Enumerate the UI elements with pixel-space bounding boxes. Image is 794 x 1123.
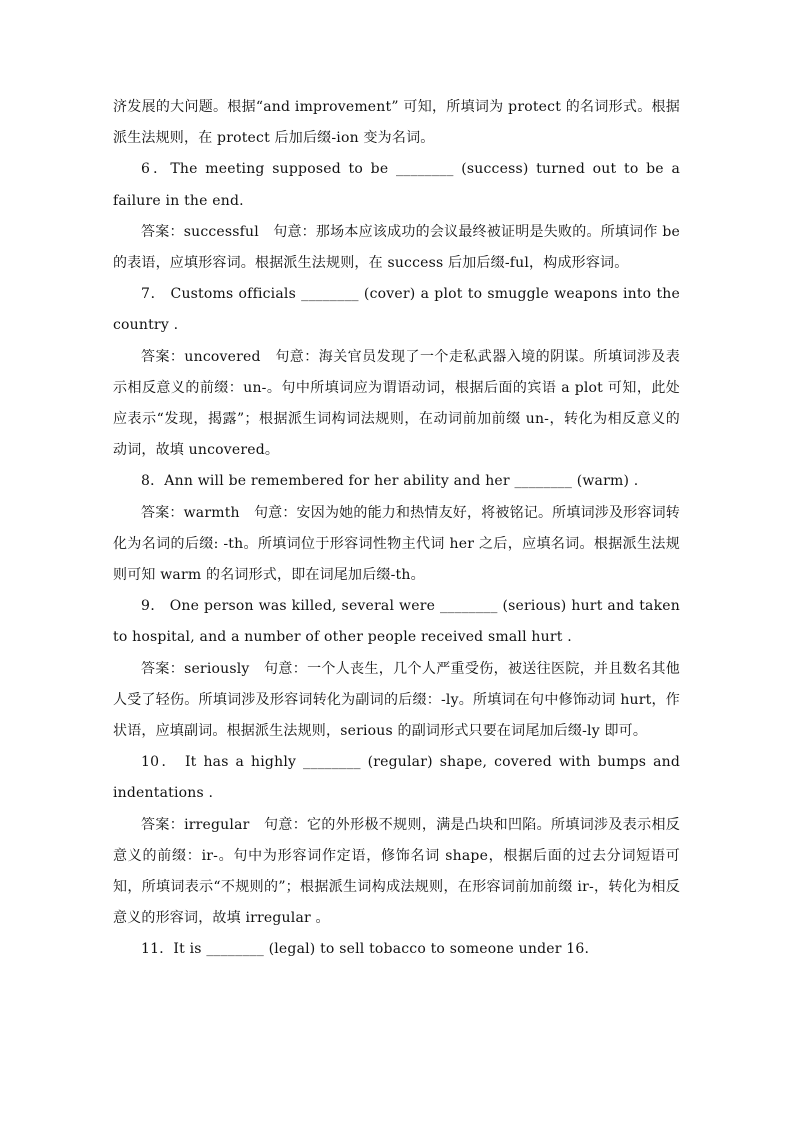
- question-11: 11．It is ________ (legal) to sell tobacco to someone under 16.: [141, 941, 590, 958]
- answer-text: irregular 句意：它的外形极不规则，满是凸块和凹陷。所填词涉及表示相反意义的前缀：ir-。句中为形容词作定语，修饰名词 shape，根据后面的过去分词短语可知，所填词表示“不规则的”；根据派生词构成法规则，在形容词前加前缀 ir-，转化为相反意义的形容词，故填 irregular 。: [113, 816, 680, 927]
- answer-6: [113, 217, 680, 279]
- answer-9: [113, 654, 680, 748]
- question-8: 8．Ann will be remembered for her ability and her ________ (warm) .: [141, 473, 639, 490]
- answer-10: [113, 810, 680, 935]
- question-6: 6．The meeting supposed to be ________ (success) turned out to be a failure in the end.: [113, 161, 680, 209]
- answer-label: 答案：: [141, 660, 185, 677]
- answer-label: 答案：: [141, 816, 185, 833]
- answer-8: [113, 498, 680, 592]
- answer-text: seriously 句意：一个人丧生，几个人严重受伤，被送往医院，并且数名其他人受了轻伤。所填词涉及形容词转化为副词的后缀：-ly。所填词在句中修饰动词 hurt，作状语，应填副词。根据派生法规则，serious 的副词形式只要在词尾加后缀-ly 即可。: [113, 660, 680, 740]
- answer-text: successful 句意：那场本应该成功的会议最终被证明是失败的。所填词作 be 的表语，应填形容词。根据派生法规则，在 success 后加后缀-ful，构成形容词。: [113, 223, 680, 272]
- answer-text: warmth 句意：安因为她的能力和热情友好，将被铭记。所填词涉及形容词转化为名词的后缀: -th。所填词位于形容词性物主代词 her 之后，应填名词。根据派生法规则可知 warm 的名词形式，即在词尾加后缀-th。: [113, 504, 680, 584]
- question-7: 7． Customs officials ________ (cover) a plot to smuggle weapons into the country .: [113, 286, 680, 334]
- answer-text: uncovered 句意：海关官员发现了一个走私武器入境的阴谋。所填词涉及表示相反意义的前缀：un-。句中所填词应为谓语动词，根据后面的宾语 a plot 可知，此处应表示“发现，揭露”；根据派生词构词法规则，在动词前加前缀 un-，转化为相反意义的动词，故填 uncovered。: [113, 348, 680, 459]
- question-9: 9． One person was killed, several were ________ (serious) hurt and taken to hospital, and a number of other people received small hurt .: [113, 598, 680, 646]
- answer-7: [113, 342, 680, 467]
- answer-label: 答案：: [141, 504, 184, 521]
- document-page: [113, 92, 680, 966]
- answer-label: 答案：: [141, 348, 185, 365]
- continuation-paragraph: 济发展的大问题。根据“and improvement” 可知，所填词为 protect 的名词形式。根据派生法规则，在 protect 后加后缀-ion 变为名词。: [113, 99, 680, 147]
- question-10: 10． It has a highly ________ (regular) shape, covered with bumps and indentations .: [113, 754, 680, 802]
- answer-label: 答案：: [141, 223, 184, 240]
